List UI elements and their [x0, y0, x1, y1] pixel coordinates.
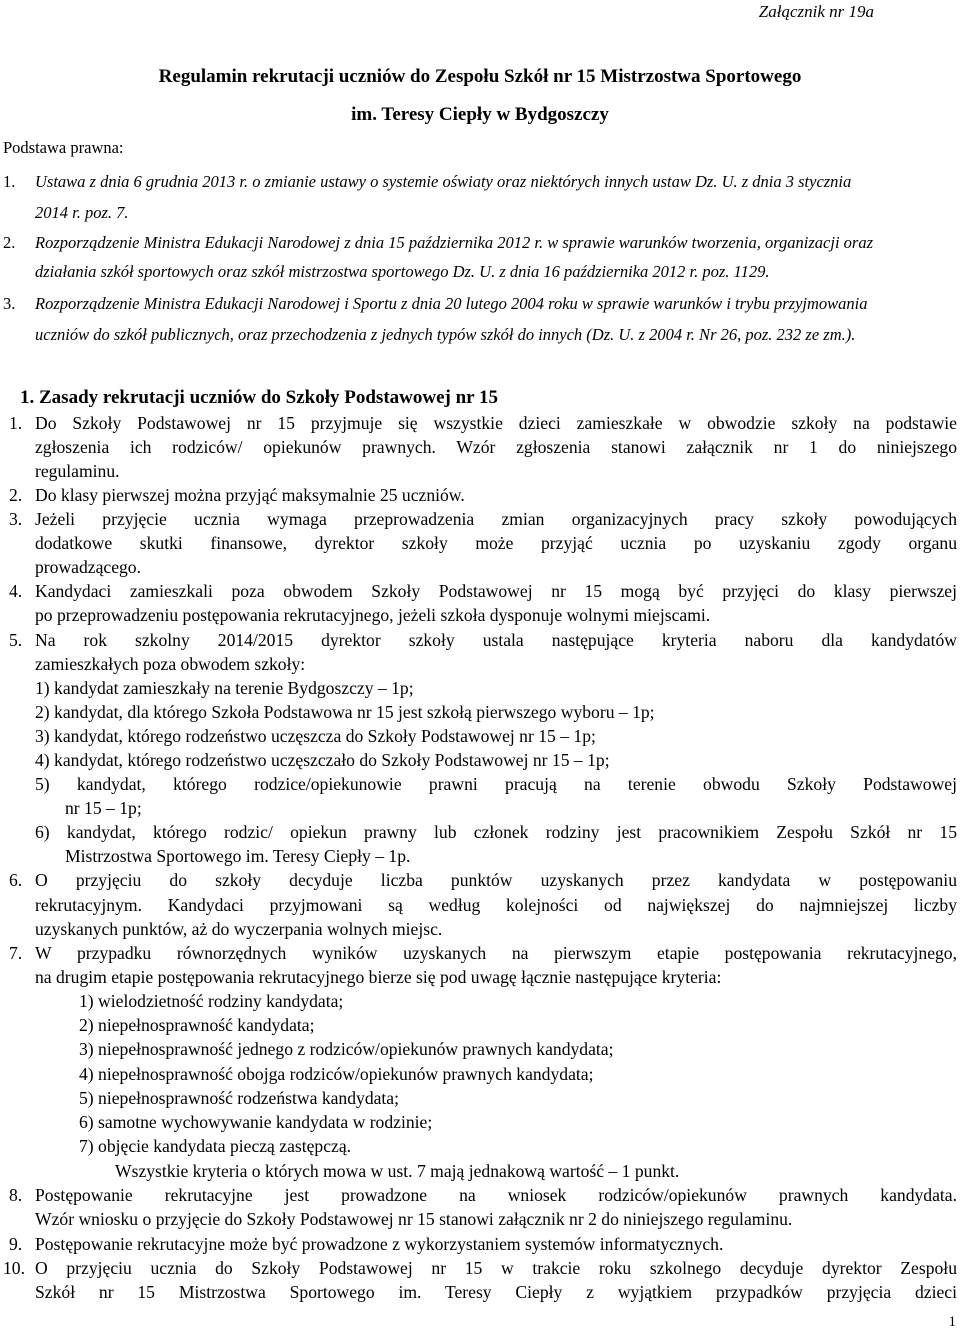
item-text: Wzór wniosku o przyjęcie do Szkoły Podstawowej nr 15 stanowi załącznik nr 2 do niniejszego regulaminu.: [35, 1209, 793, 1229]
item-num: 1.: [9, 413, 23, 433]
item-num: 5.: [9, 630, 23, 650]
criteria-item: 5) kandydat, którego rodzice/opiekunowie prawni pracują na terenie obwodu Szkoły Podstawowej: [35, 774, 957, 794]
item-text: Do klasy pierwszej można przyjąć maksymalnie 25 uczniów.: [35, 485, 465, 505]
criteria-item: 3) niepełnosprawność jednego z rodziców/opiekunów prawnych kandydata;: [79, 1039, 614, 1059]
item-text: zgłoszenia ich rodziców/ opiekunów prawnych. Wzór zgłoszenia stanowi załącznik nr 1 do niniejszego: [35, 437, 957, 457]
criteria-item: 7) objęcie kandydata pieczą zastępczą.: [79, 1136, 352, 1156]
item-text: dodatkowe skutki finansowe, dyrektor szkoły może przyjąć ucznia po uzyskaniu zgody organu: [35, 533, 957, 553]
item-text: Na rok szkolny 2014/2015 dyrektor szkoły ustala następujące kryteria naboru dla kandydatów: [35, 630, 957, 650]
item-text: po przeprowadzeniu postępowania rekrutacyjnego, jeżeli szkoła dysponuje wolnymi miejscami.: [35, 605, 711, 625]
item-text: O przyjęciu do szkoły decyduje liczba punktów uzyskanych przez kandydata w postępowaniu: [35, 870, 957, 890]
legal-basis-num-3: 3.: [3, 294, 16, 313]
legal-basis-item-2-line-2: działania szkół sportowych oraz szkół mistrzostwa sportowego Dz. U. z dnia 16 października 2012 r. poz. 1129.: [35, 262, 770, 281]
item-text: regulaminu.: [35, 461, 120, 481]
criteria-item: 3) kandydat, którego rodzeństwo uczęszcza do Szkoły Podstawowej nr 15 – 1p;: [35, 726, 596, 746]
criteria-item-cont: nr 15 – 1p;: [65, 798, 142, 818]
item-text: Postępowanie rekrutacyjne może być prowadzone z wykorzystaniem systemów informatycznych.: [35, 1234, 724, 1254]
item-text: Postępowanie rekrutacyjne jest prowadzone na wniosek rodziców/opiekunów prawnych kandydata.: [35, 1185, 957, 1205]
criteria-item: 4) niepełnosprawność obojga rodziców/opiekunów prawnych kandydata;: [79, 1064, 594, 1084]
item-text: O przyjęciu ucznia do Szkoły Podstawowej nr 15 w trakcie roku szkolnego decyduje dyrektor Zespołu: [35, 1258, 957, 1278]
item-text: Do Szkoły Podstawowej nr 15 przyjmuje się wszystkie dzieci zamieszkałe w obwodzie szkoły na podstawie: [35, 413, 957, 433]
item-text: na drugim etapie postępowania rekrutacyjnego bierze się pod uwagę łącznie następujące kryteria:: [35, 967, 722, 987]
criteria-item: 5) niepełnosprawność rodzeństwa kandydata;: [79, 1088, 400, 1108]
legal-basis-label: Podstawa prawna:: [3, 138, 124, 157]
item-num: 9.: [9, 1234, 23, 1254]
item-text: Szkół nr 15 Mistrzostwa Sportowego im. Teresy Ciepły z wyjątkiem przypadków przyjęcia dzieci: [35, 1282, 957, 1302]
criteria-item: 2) kandydat, dla którego Szkoła Podstawowa nr 15 jest szkołą pierwszego wyboru – 1p;: [35, 702, 655, 722]
item-text: Jeżeli przyjęcie ucznia wymaga przeprowadzenia zmian organizacyjnych pracy szkoły powodujących: [35, 509, 957, 529]
legal-basis-item-1-line-2: 2014 r. poz. 7.: [35, 203, 129, 222]
criteria-item: 6) kandydat, którego rodzic/ opiekun prawny lub członek rodziny jest pracownikiem Zespołu Szkół nr 15: [35, 822, 957, 842]
criteria-item: 4) kandydat, którego rodzeństwo uczęszczało do Szkoły Podstawowej nr 15 – 1p;: [35, 750, 610, 770]
document-title-line-2: im. Teresy Ciepły w Bydgoszczy: [351, 104, 609, 125]
item-text: zamieszkałych poza obwodem szkoły:: [35, 654, 306, 674]
item-text: prowadzącego.: [35, 557, 141, 577]
criteria-item-cont: Mistrzostwa Sportowego im. Teresy Ciepły – 1p.: [65, 846, 411, 866]
item-text: rekrutacyjnym. Kandydaci przyjmowani są według kolejności od największej do najmniejszej liczby: [35, 895, 957, 915]
legal-basis-item-3-line-2: uczniów do szkół publicznych, oraz przechodzenia z jednych typów szkół do innych (Dz. U. z 2004 r. Nr 26, poz. 232 ze zm.).: [35, 325, 856, 344]
criteria-item: 6) samotne wychowywanie kandydata w rodzinie;: [79, 1112, 433, 1132]
legal-basis-item-1-line-1: Ustawa z dnia 6 grudnia 2013 r. o zmianie ustawy o systemie oświaty oraz niektórych innych ustaw Dz. U. z dnia 3 stycznia: [35, 172, 852, 191]
page-number: 1: [948, 1314, 956, 1330]
item-num: 6.: [9, 870, 23, 890]
item-num: 2.: [9, 485, 23, 505]
criteria-item: 2) niepełnosprawność kandydata;: [79, 1015, 315, 1035]
section-heading: 1. Zasady rekrutacji uczniów do Szkoły Podstawowej nr 15: [20, 387, 499, 408]
legal-basis-item-3-line-1: Rozporządzenie Ministra Edukacji Narodowej i Sportu z dnia 20 lutego 2004 roku w sprawie warunków i trybu przyjmowania: [35, 294, 868, 313]
annex-label: Załącznik nr 19a: [758, 2, 874, 21]
document-title-line-1: Regulamin rekrutacji uczniów do Zespołu Szkół nr 15 Mistrzostwa Sportowego: [158, 66, 802, 87]
item-num: 7.: [9, 943, 23, 963]
legal-basis-num-2: 2.: [3, 233, 16, 252]
item-num: 3.: [9, 509, 23, 529]
item-num: 4.: [9, 581, 23, 601]
criteria-item: 1) wielodzietność rodziny kandydata;: [79, 991, 344, 1011]
criteria-note: Wszystkie kryteria o których mowa w ust. 7 mają jednakową wartość – 1 punkt.: [115, 1161, 680, 1181]
item-text: Kandydaci zamieszkali poza obwodem Szkoły Podstawowej nr 15 mogą być przyjęci do klasy pierwszej: [35, 581, 957, 601]
legal-basis-num-1: 1.: [3, 172, 16, 191]
item-text: W przypadku równorzędnych wyników uzyskanych na pierwszym etapie postępowania rekrutacyjnego,: [35, 943, 957, 963]
item-text: uzyskanych punktów, aż do wyczerpania wolnych miejsc.: [35, 919, 443, 939]
legal-basis-item-2-line-1: Rozporządzenie Ministra Edukacji Narodowej z dnia 15 października 2012 r. w sprawie warunków tworzenia, organizacji oraz: [35, 233, 874, 252]
item-num: 8.: [9, 1185, 23, 1205]
criteria-item: 1) kandydat zamieszkały na terenie Bydgoszczy – 1p;: [35, 678, 414, 698]
item-num: 10.: [3, 1258, 25, 1278]
